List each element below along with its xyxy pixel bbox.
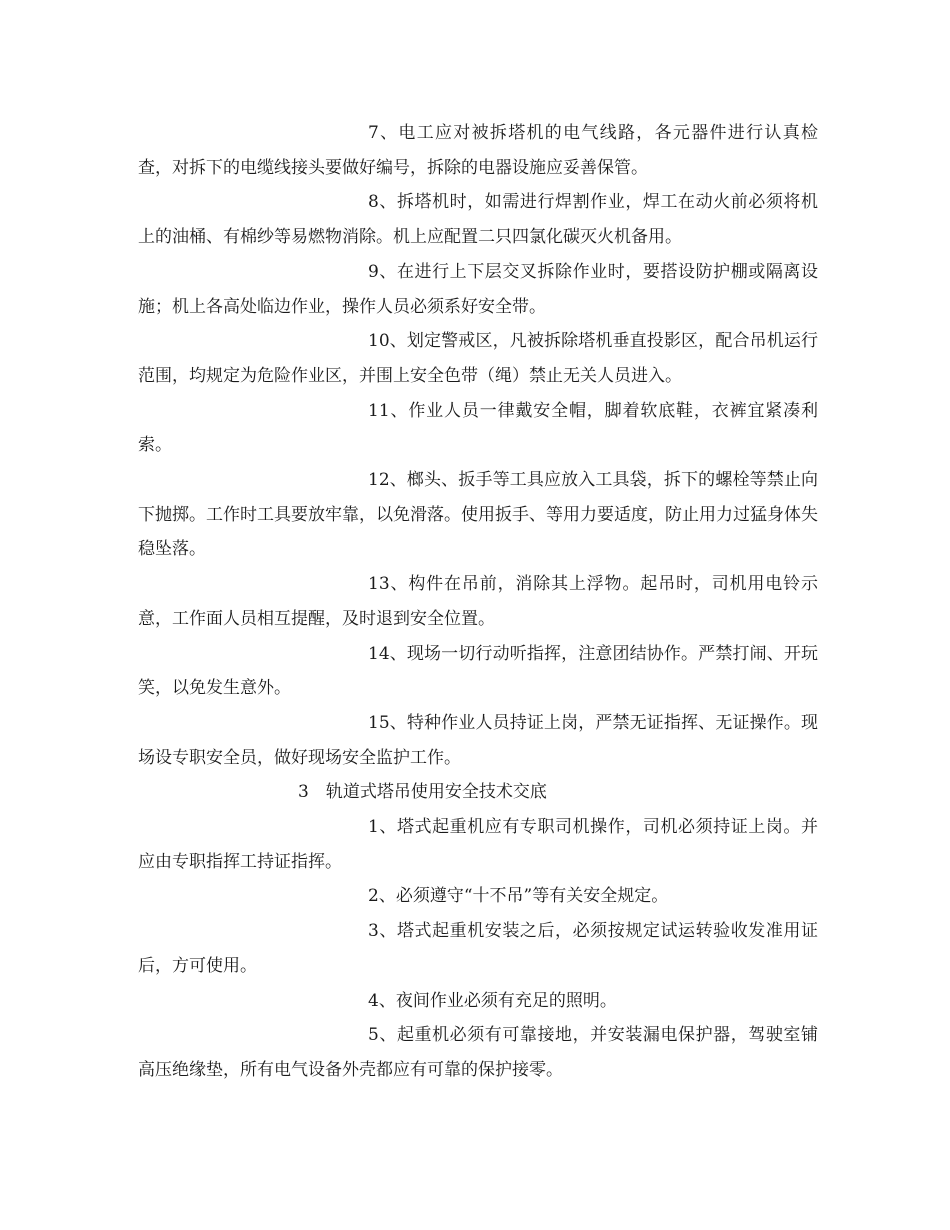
paragraph-item-13: 13、构件在吊前，消除其上浮物。起吊时，司机用电铃示意，工作面人员相互提醒，及时退到安全位置。	[138, 574, 818, 629]
paragraph-section3-item-2: 2、必须遵守“十不吊”等有关安全规定。	[368, 886, 669, 907]
paragraph-item-14: 14、现场一切行动听指挥，注意团结协作。严禁打闹、开玩笑，以免发生意外。	[138, 643, 818, 699]
section-heading: 3 轨道式塔吊使用安全技术交底	[298, 782, 547, 803]
paragraph-item-10: 10、划定警戒区，凡被拆除塔机垂直投影区，配合吊机运行范围，均规定为危险作业区，并围上安全色带（绳）禁止无关人员进入。	[138, 331, 818, 386]
paragraph-section3-item-1: 1、塔式起重机应有专职司机操作，司机必须持证上岗。并应由专职指挥工持证指挥。	[138, 817, 818, 872]
paragraph-item-12: 12、榔头、扳手等工具应放入工具袋，拆下的螺栓等禁止向下抛掷。工作时工具要放牢靠，以免滑落。使用扳手、等用力要适度，防止用力过猛身体失稳坠落。	[138, 470, 818, 560]
paragraph-item-8: 8、拆塔机时，如需进行焊割作业，焊工在动火前必须将机上的油桶、有棉纱等易燃物消除。机上应配置二只四氯化碳灭火机备用。	[138, 192, 818, 248]
paragraph-item-9: 9、在进行上下层交叉拆除作业时，要搭设防护棚或隔离设施；机上各高处临边作业，操作人员必须系好安全带。	[138, 261, 818, 317]
paragraph-item-15: 15、特种作业人员持证上岗，严禁无证指挥、无证操作。现场设专职安全员，做好现场安全监护工作。	[138, 712, 818, 768]
paragraph-item-11: 11、作业人员一律戴安全帽，脚着软底鞋，衣裤宜紧凑利索。	[138, 400, 818, 456]
paragraph-item-7: 7、电工应对被拆塔机的电气线路，各元器件进行认真检查，对拆下的电缆线接头要做好编号，拆除的电器设施应妥善保管。	[138, 123, 818, 178]
paragraph-section3-item-3: 3、塔式起重机安装之后，必须按规定试运转验收发准用证后，方可使用。	[138, 921, 818, 976]
document-body	[138, 116, 818, 1088]
paragraph-section3-item-5: 5、起重机必须有可靠接地，并安装漏电保护器，驾驶室铺高压绝缘垫，所有电气设备外壳都应有可靠的保护接零。	[138, 1025, 818, 1080]
paragraph-section3-item-4: 4、夜间作业必须有充足的照明。	[368, 990, 617, 1011]
